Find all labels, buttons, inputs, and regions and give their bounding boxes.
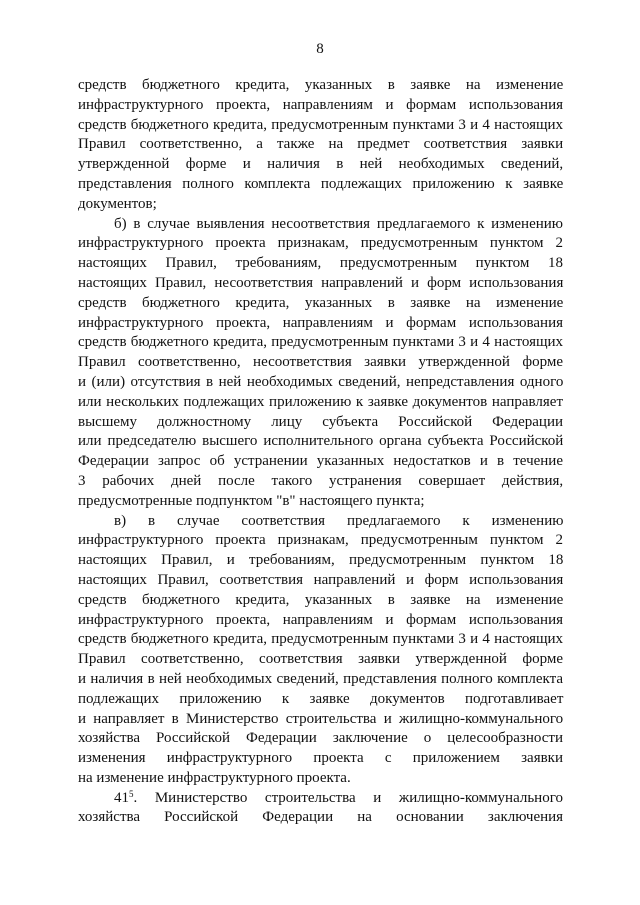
text-line: хозяйства Российской Федерации на основании заключения	[78, 809, 564, 826]
text-line: инфраструктурного проекта признакам, предусмотренным пунктом 2	[78, 532, 563, 549]
text-line: изменения инфраструктурного проекта с приложением заявки	[78, 750, 563, 767]
paragraph-subclause-b	[78, 215, 563, 512]
text-line	[78, 789, 563, 809]
text-line: в) в случае соответствия предлагаемого к изменению	[114, 512, 564, 529]
clause-first-line: . Министерство строительства и жилищно-коммунального	[133, 789, 563, 806]
clause-number: 41	[114, 789, 129, 806]
text-line: средств бюджетного кредита, предусмотренным пунктами 3 и 4 настоящих	[78, 631, 564, 648]
text-line: Правил соответственно, соответствия заявки утвержденной форме	[78, 651, 563, 668]
text-line: б) в случае выявления несоответствия предлагаемого к изменению	[114, 215, 563, 232]
text-line: средств бюджетного кредита, указанных в заявке на изменение	[78, 77, 564, 93]
text-line: настоящих Правил, соответствия направлений и форм использования	[78, 571, 564, 588]
text-line: высшему должностному лицу субъекта Российской Федерации	[78, 413, 563, 430]
text-line: утвержденной форме и наличия в ней необходимых сведений,	[78, 156, 564, 173]
text-line: инфраструктурного проекта, направлениям и формам использования	[78, 96, 563, 113]
text-line: Правил соответственно, а также на предмет соответствия заявки	[78, 136, 564, 153]
text-line: средств бюджетного кредита, указанных в заявке на изменение	[78, 591, 564, 608]
paragraph-clause-41-5	[78, 789, 563, 829]
clause-superscript: 5	[129, 788, 134, 799]
document-body	[78, 76, 563, 828]
text-line: подлежащих приложению к заявке документов подготавливает	[78, 690, 564, 707]
text-line: Федерации запрос об устранении указанных недостатков и в течение	[78, 453, 563, 470]
text-line: предусмотренные подпунктом "в" настоящего пункта;	[78, 492, 425, 509]
text-line: и наличия в ней необходимых сведений, представления полного комплекта	[78, 670, 564, 687]
text-line: инфраструктурного проекта, направлениям и формам использования	[78, 314, 563, 331]
text-line: представления полного комплекта подлежащих приложению к заявке	[78, 175, 564, 192]
paragraph-subclause-v	[78, 512, 563, 789]
text-line: средств бюджетного кредита, предусмотренным пунктами 3 и 4 настоящих	[78, 334, 564, 351]
text-line: документов;	[78, 195, 157, 212]
text-line: инфраструктурного проекта признакам, предусмотренным пунктом 2	[78, 235, 563, 252]
text-line: или нескольких подлежащих приложению к заявке документов направляет	[78, 393, 563, 410]
paragraph-continuation	[78, 76, 563, 215]
text-line: средств бюджетного кредита, указанных в заявке на изменение	[78, 294, 564, 311]
text-line: инфраструктурного проекта, направлениям и формам использования	[78, 611, 563, 628]
text-line: и направляет в Министерство строительства и жилищно-коммунального	[78, 710, 564, 727]
text-line: Правил соответственно, несоответствия заявки утвержденной форме	[78, 354, 563, 371]
text-line: или председателю высшего исполнительного органа субъекта Российской	[78, 433, 564, 450]
text-line: и (или) отсутствия в ней необходимых сведений, непредставления одного	[78, 373, 564, 390]
page-number: 8	[316, 41, 324, 57]
text-line: настоящих Правил, требованиям, предусмотренным пунктом 18	[78, 255, 563, 272]
text-line: на изменение инфраструктурного проекта.	[78, 769, 351, 786]
text-line: хозяйства Российской Федерации заключение о целесообразности	[78, 730, 563, 747]
text-line: 3 рабочих дней после такого устранения совершает действия,	[78, 472, 564, 489]
text-line: средств бюджетного кредита, предусмотренным пунктами 3 и 4 настоящих	[78, 116, 564, 133]
text-line: настоящих Правил, несоответствия направлений и форм использования	[78, 274, 564, 291]
text-line: настоящих Правил, и требованиям, предусмотренным пунктом 18	[78, 552, 564, 569]
